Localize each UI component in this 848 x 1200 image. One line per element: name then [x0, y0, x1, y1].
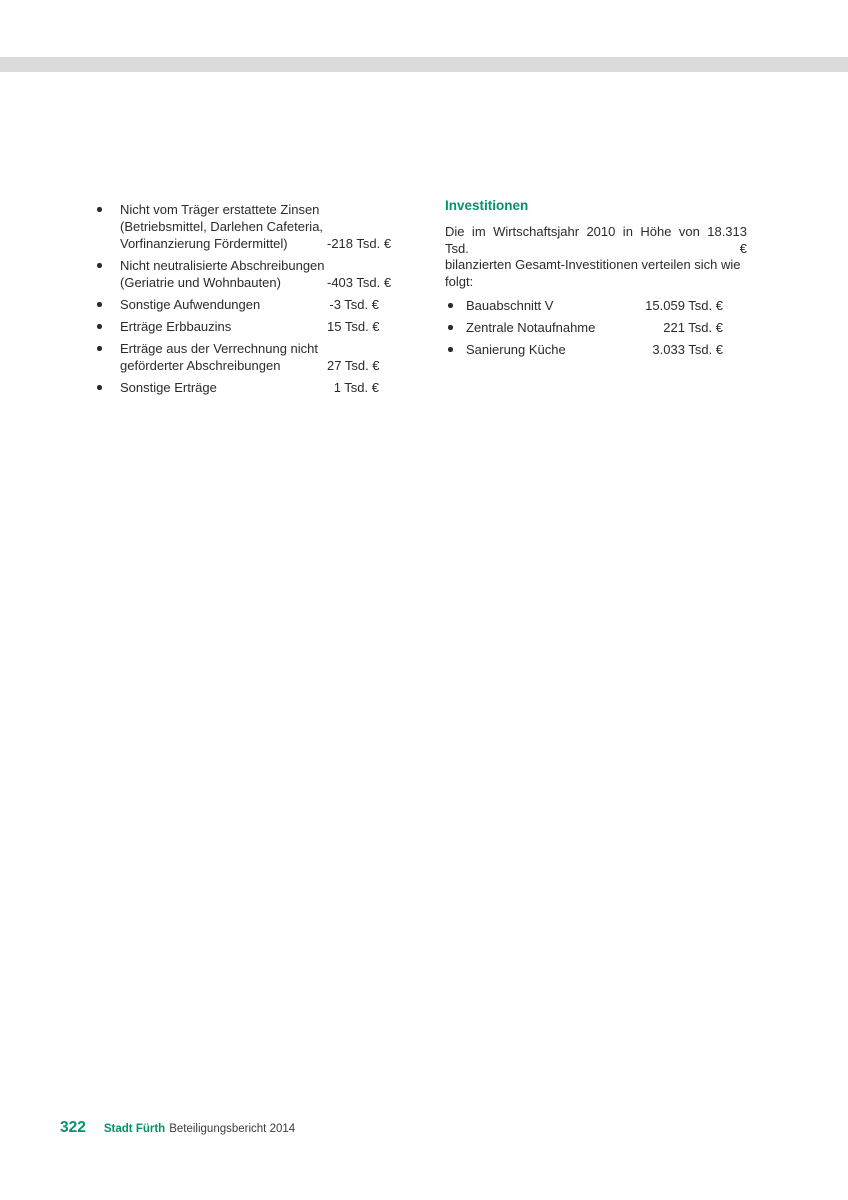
bullet-icon: [97, 296, 120, 313]
bullet-icon: [97, 257, 120, 291]
item-label: Erträge Erbbauzins: [120, 319, 232, 334]
item-value: -3 Tsd. €: [329, 297, 379, 312]
bullet-icon: [97, 318, 120, 335]
list-item: [97, 257, 392, 291]
investments-list: [448, 297, 723, 358]
list-item: [448, 319, 723, 336]
paragraph-line: Die im Wirtschaftsjahr 2010 in Höhe von 18.313 Tsd. €: [445, 224, 747, 256]
bullet-icon: [97, 379, 120, 396]
item-value: 221 Tsd. €: [663, 320, 723, 335]
item-label: Sanierung Küche: [466, 342, 566, 357]
page-footer: [60, 1119, 295, 1136]
item-label: Nicht neutralisierte Abschreibungen (Geriatrie und Wohnbauten): [120, 258, 325, 290]
item-value: -403 Tsd. €: [327, 275, 392, 290]
list-item: [448, 297, 723, 314]
investments-section: [445, 198, 747, 363]
list-item: [97, 201, 392, 252]
page-number: 322: [60, 1119, 86, 1136]
list-item: [97, 340, 379, 374]
list-item: [97, 318, 379, 335]
item-label: Zentrale Notaufnahme: [466, 320, 596, 335]
bullet-icon: [448, 341, 466, 358]
footer-report-title: Beteiligungsbericht 2014: [169, 1123, 296, 1135]
item-value: 3.033 Tsd. €: [652, 342, 723, 357]
item-value: 15.059 Tsd. €: [645, 298, 723, 313]
footer-brand: Stadt Fürth: [103, 1123, 166, 1135]
section-heading: Investitionen: [445, 198, 529, 213]
expenses-list: [97, 201, 392, 401]
item-value: 27 Tsd. €: [327, 358, 380, 373]
bullet-icon: [448, 319, 466, 336]
item-label: Bauabschnitt V: [466, 298, 554, 313]
item-label: Sonstige Aufwendungen: [120, 297, 261, 312]
paragraph-line: bilanzierten Gesamt-Investitionen verteilen sich wie folgt:: [445, 257, 741, 289]
list-item: [97, 296, 379, 313]
bullet-icon: [97, 201, 120, 252]
bullet-icon: [448, 297, 466, 314]
item-value: 1 Tsd. €: [333, 380, 379, 395]
item-label: Sonstige Erträge: [120, 380, 217, 395]
list-item: [448, 341, 723, 358]
list-item: [97, 379, 379, 396]
item-label: Nicht vom Träger erstattete Zinsen (Betriebsmittel, Darlehen Cafeteria, Vorfinanzierung Fördermittel): [120, 202, 324, 251]
item-value: 15 Tsd. €: [327, 319, 380, 334]
top-divider-bar: [0, 57, 848, 72]
item-value: -218 Tsd. €: [327, 236, 392, 251]
bullet-icon: [97, 340, 120, 374]
item-label: Erträge aus der Verrechnung nicht geförderter Abschreibungen: [120, 341, 319, 373]
